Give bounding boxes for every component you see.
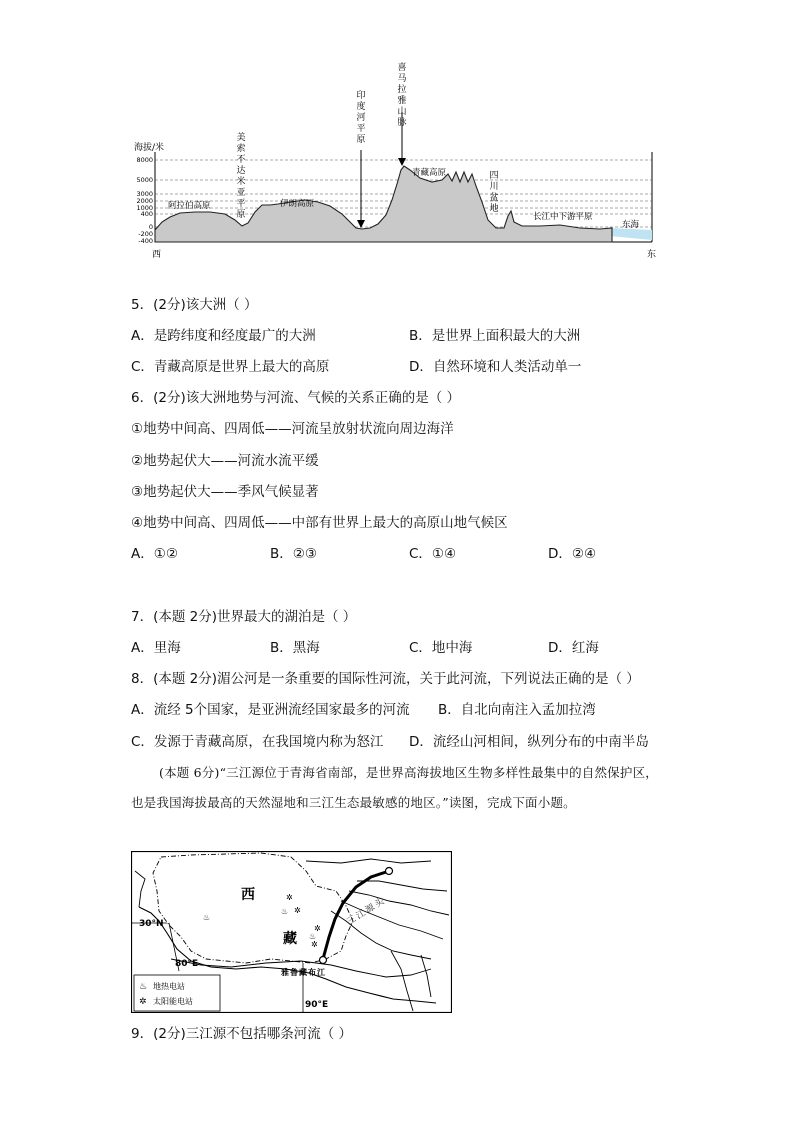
legend-geothermal-icon: ♨ (139, 982, 148, 992)
mesopotamia-label: 美索不达米亚平原 (236, 133, 246, 220)
sun-icon: ✲ (294, 906, 301, 915)
eastsea-label: 东海 (622, 220, 640, 230)
terrain-profile-figure (128, 58, 668, 263)
q5-option-d: D．自然环境和人类活动单一 (409, 359, 582, 375)
lon-90e-label: 90°E (305, 1000, 329, 1010)
q6-statement-1: ①地势中间高、四周低——河流呈放射状流向周边海洋 (131, 421, 454, 437)
y-tick: 1000 (136, 204, 153, 212)
q5-option-a: A．是跨纬度和经度最广的大洲 (131, 328, 316, 344)
himalaya-arrowhead (398, 158, 406, 166)
map-label-xi: 西 (241, 887, 255, 903)
sanjiangyuan-map (131, 851, 452, 1013)
legend-geothermal-label: 地热电站 (153, 982, 185, 991)
geothermal-icon: ♨ (281, 907, 289, 916)
q5-stem: 5．(2分)该大洲（ ） (131, 297, 258, 313)
q8-option-c: C．发源于青藏高原，在我国境内称为怒江 (131, 734, 384, 750)
passage-text: (本题 6分)“三江源位于青海省南部，是世界高海拔地区生物多样性最集中的自然保护区，也是我国海拔最高的天然湿地和三江生态最敏感的地区。”读图，完成下面小题。 (131, 765, 658, 810)
q7-stem: 7．(本题 2分)世界最大的湖泊是（ ） (131, 609, 357, 625)
y-axis-label: 海拔/米 (134, 143, 165, 153)
yangtze-label: 长江中下游平原 (533, 212, 593, 222)
sanjiang-source-label: 三江源头 (345, 895, 388, 928)
indus-arrowhead (357, 220, 365, 228)
lhasa-station (320, 957, 327, 964)
q6-statement-3: ③地势起伏大——季风气候显著 (131, 484, 319, 500)
q8-option-d: D．流经山河相间，纵列分布的中南半岛 (409, 734, 649, 750)
terrain-profile (155, 166, 612, 242)
q8-option-b: B．自北向南注入孟加拉湾 (438, 702, 596, 718)
q6-option-a: A．①② (131, 546, 178, 562)
q6-statement-2: ②地势起伏大——河流水流平缓 (131, 453, 319, 469)
west-label: 西 (152, 250, 162, 260)
sichuan-label: 四川盆地 (489, 171, 499, 214)
q6-stem: 6．(2分)该大洲地势与河流、气候的关系正确的是（ ） (131, 390, 461, 406)
lat-30n-label: 30°N (139, 919, 164, 929)
east-label: 东 (647, 250, 657, 260)
indus-label: 印度河平原 (356, 91, 366, 145)
y-tick: 2000 (136, 197, 153, 205)
y-tick: -400 (138, 237, 153, 245)
arabia-label: 阿拉伯高原 (168, 201, 211, 211)
q7-option-a: A．里海 (131, 640, 181, 656)
tibet-label: 青藏高原 (412, 168, 447, 178)
map-label-zang: 藏 (283, 931, 297, 947)
q8-stem: 8．(本题 2分)湄公河是一条重要的国际性河流，关于此河流，下列说法正确的是（ ） (131, 671, 640, 687)
sun-icon: ✲ (314, 924, 321, 933)
q5-option-c: C．青藏高原是世界上最大的高原 (131, 359, 330, 375)
sun-icon: ✲ (286, 893, 293, 902)
q5-option-b: B．是世界上面积最大的大洲 (409, 328, 581, 344)
q8-option-a: A．流经 5个国家，是亚洲流经国家最多的河流 (131, 702, 410, 718)
yarlung-river-label: 雅鲁藏布江 (281, 968, 326, 977)
y-tick: 0 (148, 223, 153, 231)
lon-80e-label: 80°E (175, 959, 199, 969)
y-tick: 3000 (136, 190, 153, 198)
q6-option-d: D．②④ (548, 546, 597, 562)
himalaya-label: 喜马拉雅山脉 (397, 63, 407, 128)
q6-option-b: B．②③ (270, 546, 317, 562)
y-tick: 5000 (136, 176, 153, 184)
q6-statement-4: ④地势中间高、四周低——中部有世界上最大的高原山地气候区 (131, 515, 508, 531)
legend-solar-icon: ✲ (139, 997, 147, 1007)
q7-option-b: B．黑海 (270, 640, 320, 656)
legend-solar-label: 太阳能电站 (153, 997, 193, 1006)
q6-option-c: C．①④ (409, 546, 457, 562)
y-tick: 400 (140, 210, 153, 218)
geothermal-icon: ♨ (203, 913, 211, 922)
iran-label: 伊朗高原 (280, 199, 315, 209)
sun-icon: ✲ (311, 940, 318, 949)
geothermal-icon: ♨ (309, 932, 317, 941)
q7-option-c: C．地中海 (409, 640, 473, 656)
y-tick: 8000 (136, 156, 153, 164)
y-tick: -200 (138, 230, 153, 238)
q9-stem: 9．(2分)三江源不包括哪条河流（ ） (131, 1026, 353, 1042)
railway-station-north (386, 868, 393, 875)
q7-option-d: D．红海 (548, 640, 599, 656)
